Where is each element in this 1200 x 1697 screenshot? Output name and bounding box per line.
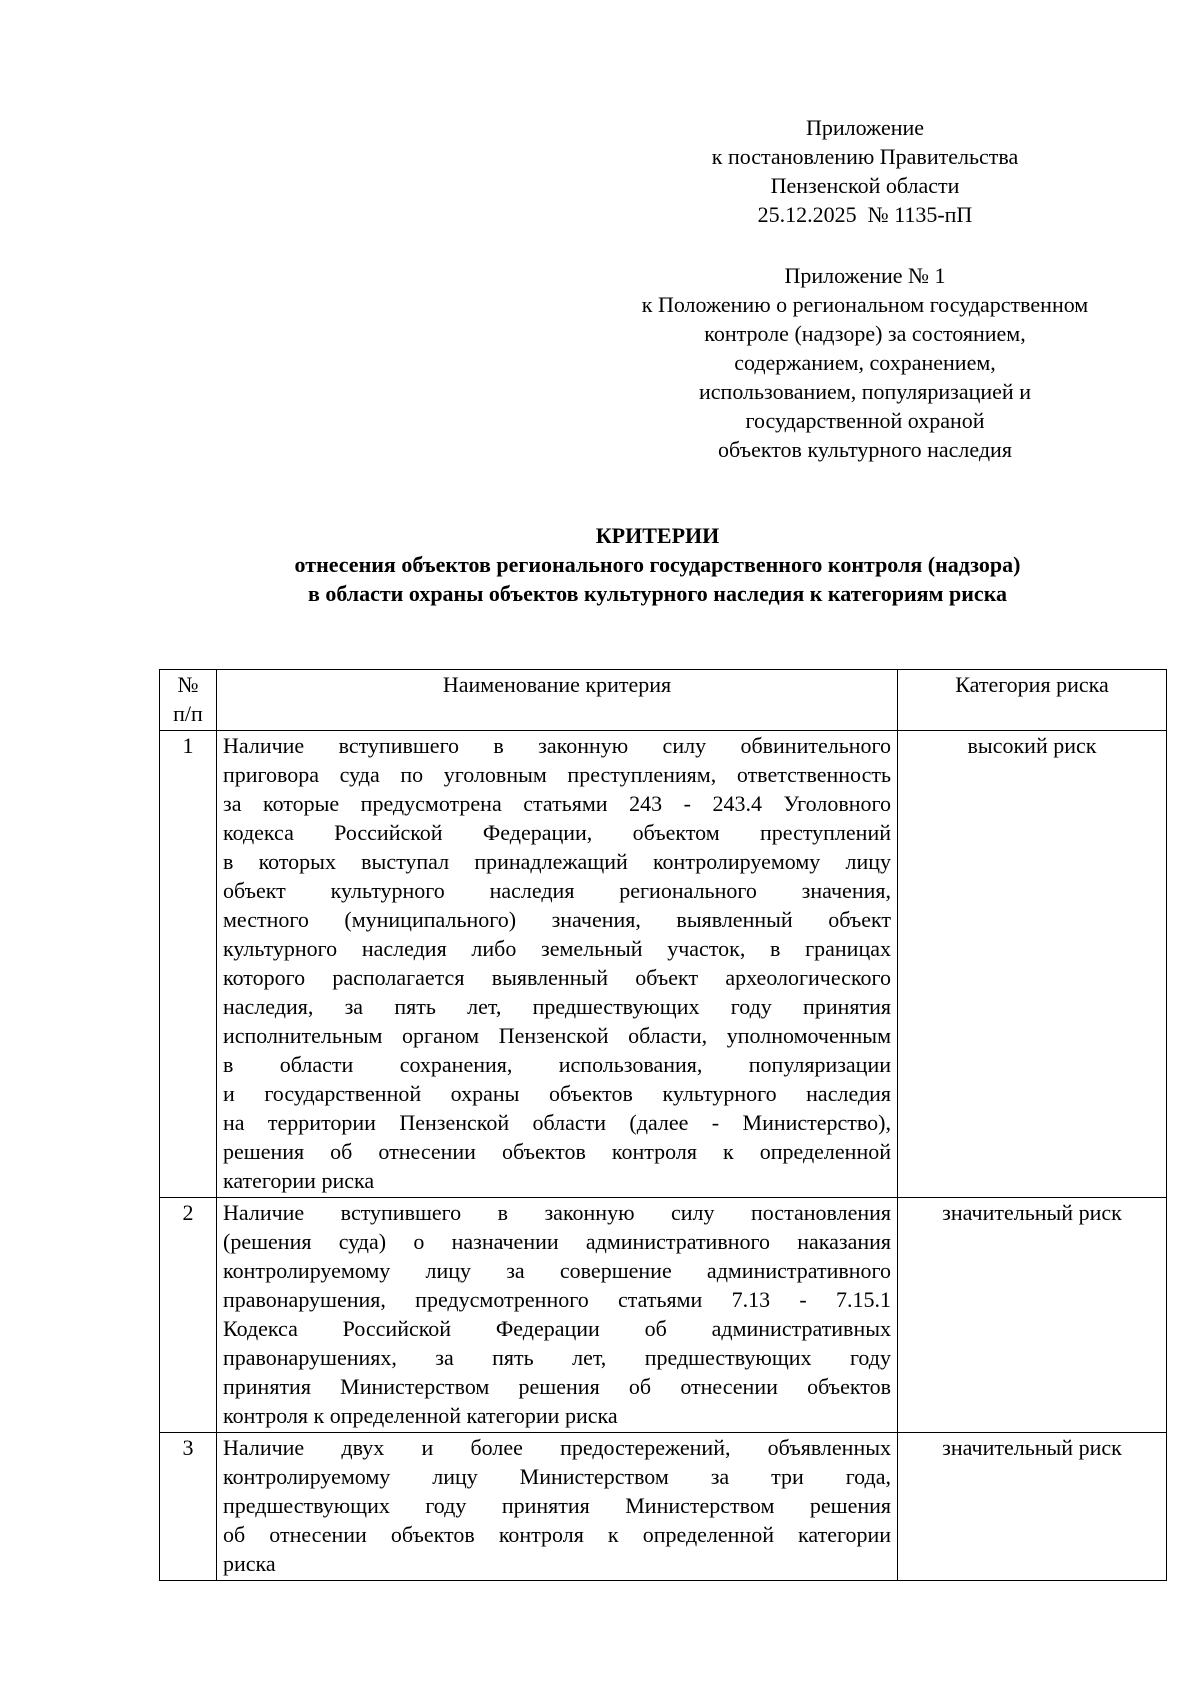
appendix-header-date-number: 25.12.2025 № 1135-пП	[757, 202, 973, 227]
title-subline: в области охраны объектов культурного наследия к категориям риска	[307, 581, 1008, 606]
appendix-sub-header	[620, 261, 1110, 464]
criterion-line: риска	[223, 1551, 276, 1576]
criterion-line: культурного наследия либо земельный участок, в границах	[223, 936, 891, 961]
criterion-line: предшествующих году принятия Министерством решения	[223, 1493, 891, 1518]
criterion-line: Наличие вступившего в законную силу обвинительного	[223, 733, 891, 758]
header-criterion-name: Наименование критерия	[217, 670, 898, 731]
appendix-sub-line: к Положению о региональном государственном	[641, 292, 1089, 317]
criterion-line: в области сохранения, использования, популяризации	[223, 1052, 891, 1077]
row-risk-category: высокий риск	[898, 731, 1167, 1198]
row-criterion-text	[217, 731, 898, 1198]
header-number	[160, 670, 217, 731]
criterion-line: Наличие двух и более предостережений, объявленных	[223, 1435, 891, 1460]
criterion-line: исполнительным органом Пензенской области, уполномоченным	[223, 1023, 891, 1048]
appendix-header-line: Пензенской области	[770, 173, 960, 198]
criterion-line: категории риска	[223, 1168, 375, 1193]
criterion-line: местного (муниципального) значения, выявленный объект	[223, 907, 891, 932]
criterion-line: наследия, за пять лет, предшествующих году принятия	[223, 994, 891, 1019]
criterion-line: объект культурного наследия регионального значения,	[223, 878, 891, 903]
row-risk-category: значительный риск	[898, 1198, 1167, 1433]
criterion-line: контроля к определенной категории риска	[223, 1403, 618, 1428]
row-number: 1	[160, 731, 217, 1198]
criterion-line: за которые предусмотрена статьями 243 - 243.4 Уголовного	[223, 791, 891, 816]
appendix-sub-line: использованием, популяризацией и	[699, 379, 1031, 404]
criterion-line: правонарушениях, за пять лет, предшествующих году	[223, 1345, 891, 1370]
criterion-line: на территории Пензенской области (далее - Министерство),	[223, 1110, 891, 1135]
criterion-line: в которых выступал принадлежащий контролируемому лицу	[223, 849, 891, 874]
criterion-line: Наличие вступившего в законную силу постановления	[223, 1200, 891, 1225]
table-row	[160, 1433, 1167, 1581]
appendix-header-line: Приложение	[805, 115, 925, 140]
criterion-line: контролируемому лицу за совершение административного	[223, 1258, 891, 1283]
appendix-sub-line: государственной охраной	[745, 408, 985, 433]
criterion-line: об отнесении объектов контроля к определенной категории	[223, 1522, 891, 1547]
header-risk-category: Категория риска	[898, 670, 1167, 731]
criterion-line: Кодекса Российской Федерации об административных	[223, 1316, 891, 1341]
criterion-line: и государственной охраны объектов культурного наследия	[223, 1081, 891, 1106]
criterion-line: правонарушения, предусмотренного статьями 7.13 - 7.15.1	[223, 1287, 891, 1312]
row-number: 2	[160, 1198, 217, 1433]
title-subline: отнесения объектов регионального государственного контроля (надзора)	[294, 552, 1021, 577]
document-title	[150, 521, 1165, 608]
appendix-header-line: к постановлению Правительства	[711, 144, 1019, 169]
criterion-line: (решения суда) о назначении административного наказания	[223, 1229, 891, 1254]
appendix-sub-line: объектов культурного наследия	[718, 437, 1012, 462]
header-number-abbr: п/п	[173, 701, 203, 726]
header-number-symbol: №	[177, 672, 199, 697]
appendix-sub-line: Приложение № 1	[784, 263, 946, 288]
criterion-line: контролируемому лицу Министерством за три года,	[223, 1464, 891, 1489]
criteria-table	[159, 669, 1167, 1581]
appendix-sub-line: содержанием, сохранением,	[734, 350, 996, 375]
table-header-row	[160, 670, 1167, 731]
row-number: 3	[160, 1433, 217, 1581]
row-risk-category: значительный риск	[898, 1433, 1167, 1581]
criterion-line: решения об отнесении объектов контроля к определенной	[223, 1139, 891, 1164]
table-row	[160, 1198, 1167, 1433]
criterion-line: приговора суда по уголовным преступлениям, ответственность	[223, 762, 891, 787]
appendix-header	[620, 113, 1110, 229]
criterion-line: кодекса Российской Федерации, объектом преступлений	[223, 820, 891, 845]
title-heading: КРИТЕРИИ	[595, 523, 720, 548]
criterion-line: принятия Министерством решения об отнесении объектов	[223, 1374, 891, 1399]
criterion-line: которого располагается выявленный объект археологического	[223, 965, 891, 990]
row-criterion-text	[217, 1198, 898, 1433]
appendix-sub-line: контроле (надзоре) за состоянием,	[704, 321, 1026, 346]
table-row	[160, 731, 1167, 1198]
row-criterion-text	[217, 1433, 898, 1581]
